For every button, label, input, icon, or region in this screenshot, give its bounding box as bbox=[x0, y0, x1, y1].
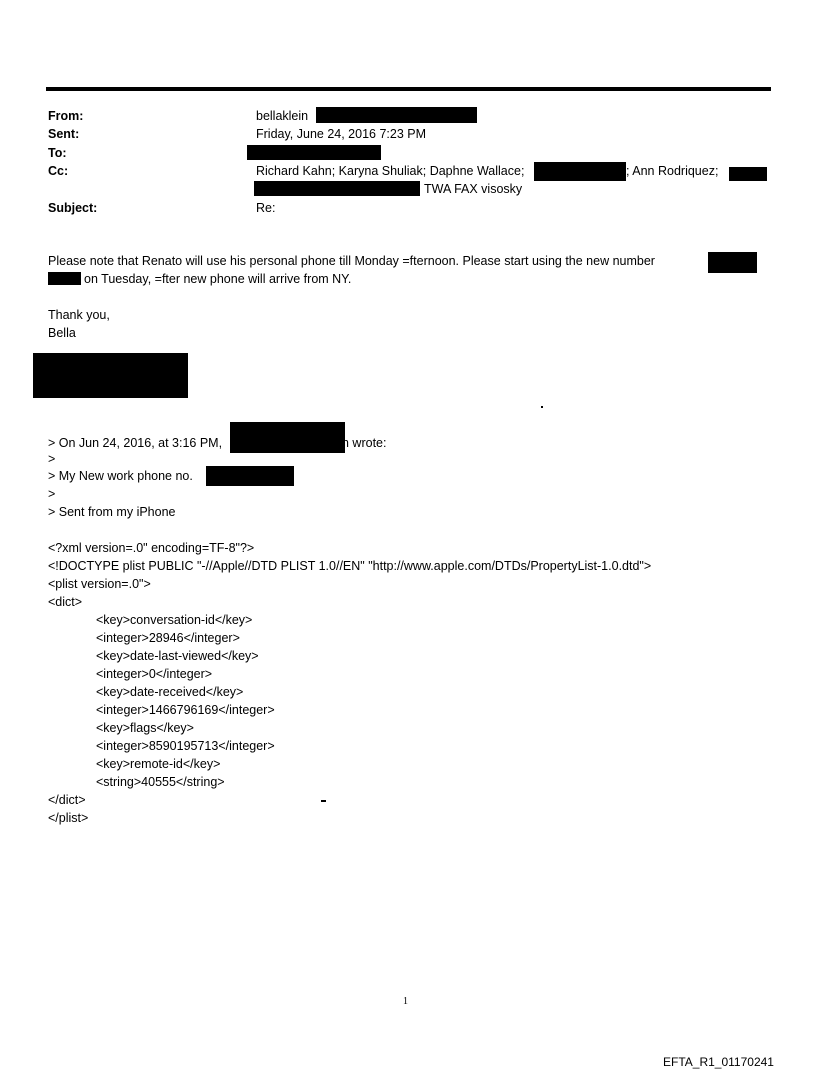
xml-line-1: <?xml version=.0" encoding=TF-8"?> bbox=[48, 541, 255, 555]
from-label: From: bbox=[48, 109, 84, 123]
redaction-cc-2 bbox=[729, 167, 767, 181]
xml-line-3: <plist version=.0"> bbox=[48, 577, 151, 591]
quoted-line-1-b: n wrote: bbox=[342, 436, 387, 450]
subject-value: Re: bbox=[256, 201, 276, 215]
redaction-cc-1 bbox=[534, 162, 626, 181]
xml-line-15: </dict> bbox=[48, 793, 86, 807]
redaction-phone-2 bbox=[48, 272, 81, 285]
from-value: bellaklein bbox=[256, 109, 309, 123]
sent-label: Sent: bbox=[48, 127, 80, 141]
xml-line-14: <string>40555</string> bbox=[96, 775, 225, 789]
cc-line1-b: ; Ann Rodriquez; bbox=[626, 164, 719, 178]
xml-line-16: </plist> bbox=[48, 811, 89, 825]
xml-line-10: <integer>1466796169</integer> bbox=[96, 703, 275, 717]
cc-line1-a: Richard Kahn; Karyna Shuliak; Daphne Wallace; bbox=[256, 164, 525, 178]
cc-line2: TWA FAX visosky bbox=[424, 182, 523, 196]
page-number: 1 bbox=[403, 996, 408, 1007]
redaction-signature-block bbox=[33, 353, 188, 398]
xml-line-5: <key>conversation-id</key> bbox=[96, 613, 253, 627]
stray-dash bbox=[321, 800, 326, 802]
xml-line-9: <key>date-received</key> bbox=[96, 685, 244, 699]
cc-label: Cc: bbox=[48, 164, 69, 178]
xml-line-6: <integer>28946</integer> bbox=[96, 631, 240, 645]
bates-number: EFTA_R1_01170241 bbox=[663, 1055, 774, 1069]
xml-line-2: <!DOCTYPE plist PUBLIC "-//Apple//DTD PLIST 1.0//EN" "http://www.apple.com/DTDs/PropertyList-1.0.dtd"> bbox=[48, 559, 652, 573]
xml-line-13: <key>remote-id</key> bbox=[96, 757, 221, 771]
redaction-phone-1 bbox=[708, 252, 757, 273]
redaction-to bbox=[247, 145, 381, 160]
subject-label: Subject: bbox=[48, 201, 98, 215]
redaction-cc-3 bbox=[254, 181, 420, 196]
quoted-line-5: > Sent from my iPhone bbox=[48, 505, 176, 519]
thanks-text: Thank you, bbox=[48, 308, 110, 322]
sent-value: Friday, June 24, 2016 7:23 PM bbox=[256, 127, 427, 141]
signature-text: Bella bbox=[48, 326, 76, 340]
body-line-1: Please note that Renato will use his personal phone till Monday =fternoon. Please start using the new number bbox=[48, 254, 655, 268]
redaction-quoted-sender bbox=[230, 422, 345, 453]
body-line-2: on Tuesday, =fter new phone will arrive from NY. bbox=[84, 272, 352, 286]
xml-line-8: <integer>0</integer> bbox=[96, 667, 213, 681]
stray-dot bbox=[541, 406, 543, 408]
xml-line-12: <integer>8590195713</integer> bbox=[96, 739, 275, 753]
to-label: To: bbox=[48, 146, 67, 160]
xml-line-7: <key>date-last-viewed</key> bbox=[96, 649, 259, 663]
quoted-line-1-a: > On Jun 24, 2016, at 3:16 PM, bbox=[48, 436, 223, 450]
header-rule bbox=[46, 87, 771, 91]
quoted-line-2: > bbox=[48, 452, 56, 466]
quoted-line-3: > My New work phone no. bbox=[48, 469, 193, 483]
xml-line-4: <dict> bbox=[48, 595, 83, 609]
redaction-from-email bbox=[316, 107, 477, 123]
redaction-quoted-phone bbox=[206, 466, 294, 486]
quoted-line-4: > bbox=[48, 487, 56, 501]
xml-line-11: <key>flags</key> bbox=[96, 721, 194, 735]
